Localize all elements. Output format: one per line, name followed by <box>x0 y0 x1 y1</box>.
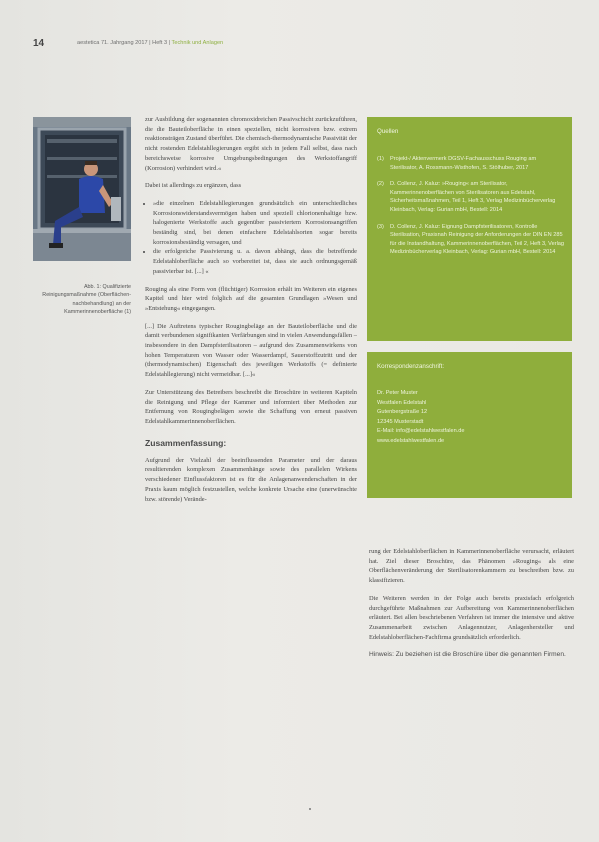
reference-number: (1) <box>377 156 384 162</box>
reference-item <box>377 223 565 257</box>
reference-text: D. Collenz, J. Kaluz: Eignung Dampfsterilisatoren, Kontrolle Sterilisation, Praxisnah Reinigung der Anforderungen der DIN EN 285 für die Instandhaltung, Kammerinnenoberflächen, Teil 2, Heft 3, Verlag Medizinbücherverlag Kleinbach, Verlag: Gurian mbH, Bestell: 2014 <box>390 223 565 256</box>
body-paragraph: Die Weiteren werden in der Folge auch bereits praxisfach erfolgreich durchgeführte Maßnahmen zur Aufbereitung von Kammerinnenoberflächen erläutert. Bei allen beschriebenen Verfahren ist immer die intensive und aktive Zusammenarbeit zwischen Anlagennutzer, Anlagenhersteller und Edelstahloberflächen-Fachfirma grundsätzlich erforderlich. <box>369 594 574 641</box>
reference-text: D. Collenz, J. Kaluz: »Rouging« am Sterilisator, Kammerinnenoberflächen von Sterilisatoren aus Edelstahl, Sicherheitsmaßnahmen, Teil 1, Heft 3, Verlag Medizinbücherverlag Kleinbach, Verlag: Gurian mbH, Bestell: 2014 <box>390 181 556 213</box>
article-column-right <box>369 547 574 668</box>
running-title: aestetica 71. Jahrgang 2017 | Heft 3 | <box>77 40 171 46</box>
body-paragraph: Dabei ist allerdings zu ergänzen, dass <box>145 182 242 190</box>
reference-text: Projekt-/ Aktenvermerk DGSV-Fachausschuss Rouging am Sterilisator, A. Rossmann-Wisthofen, S. Stölhuber, 2017 <box>390 156 537 171</box>
page-number: 14 <box>33 38 45 49</box>
body-paragraph: Zur Unterstützung des Betreibers beschreibt die Broschüre in weiteren Kapiteln die Reinigung und Pflege der Kammer und informiert über Methoden zur Entfernung von Rougingbelägen sowie die Schaffung von erneut passiven Edelstahlkammerinnenoberflächen. <box>145 388 357 425</box>
running-header <box>77 40 223 46</box>
contact-line: Dr. Peter Muster <box>377 390 418 396</box>
photo-illustration <box>33 117 131 261</box>
references-box <box>367 117 572 341</box>
body-paragraph: Rouging als eine Form von (flüchtiger) Korrosion erhält im Weiteren ein eigenes Kapitel und hier wird folglich auf die gesamten Grundlagen »Wesen und »Entstehung« eingegangen. <box>145 285 357 312</box>
bullet-list <box>145 199 357 277</box>
contact-email: E-Mail: info@edelstahlwestfalen.de <box>377 428 465 435</box>
contact-line: 12345 Musterstadt <box>377 418 424 425</box>
contact-line: Westfalen Edelstahl <box>377 399 427 406</box>
page-marker-dot <box>309 808 311 810</box>
bullet-item: • »die einzelnen Edelstahllegierungen grundsätzlich ein unterschiedliches Korrosionswiderstandsvermögen haben und speziell chlorionenhaltige bzw. halogenierte Werkstoffe auch gegenüber passiviertem Korrosionsangriffen beständig sind, bei denen einfachere Edelstahlsorten sogar bereits korrosionsbeständig versagen, und <box>153 199 357 248</box>
article-column-left <box>145 115 357 512</box>
body-paragraph: zur Ausbildung der sogenannten chromoxidreichen Passivschicht zurückzuführen, die die Bauteiloberfläche in einen speziellen, nicht korrosiven bzw. extrem reaktionsträgen Zustand überführt. Die chemisch-thermodynamische Passivität der nicht rostenden Edelstahllegierungen ergibt sich in jedem Fall selbst, dass nach bereichsweise korrosive Umgebungsbedingungen des Werkstoffangriff (Korrosion) verhindert wird.« <box>145 116 357 172</box>
contact-address <box>377 389 565 447</box>
reference-item <box>377 155 565 172</box>
running-section: Technik und Anlagen <box>171 40 224 46</box>
contact-line: Gutenbergstraße 12 <box>377 409 428 416</box>
reference-number: (2) <box>377 181 384 188</box>
figure-photo <box>33 117 131 261</box>
hint-note: Hinweis: Zu beziehen ist die Broschüre über die genannten Firmen. <box>369 651 566 659</box>
references-title: Quellen <box>377 128 399 135</box>
body-paragraph: rung der Edelstahloberflächen in Kammerinnenoberfläche verursacht, erläutert hat. Ziel dieser Broschüre, das Phänomen »Rouging« als eine Oberflächenveränderung der Sterilisatorenkammern zu beschreiben bzw. zu klassifizieren. <box>369 548 574 585</box>
reference-number: (3) <box>377 223 384 230</box>
bullet-item: • die erfolgreiche Passivierung u. a. davon abhängt, dass die betreffende Edelstahloberfläche auch so vorbereitet ist, dass sie auch ordnungsgemäß passivierbar ist. [...] « <box>153 247 357 276</box>
body-paragraph: Aufgrund der Vielzahl der beeinflussenden Parameter und der daraus resultierenden komplexen Zusammenhänge sowie des parallelen Wirkens verschiedener Einflussfaktoren ist es für die Anlagenanwenderschaften in der Praxis kaum möglich festzustellen, welche konkrete Ursache eine (unerwünschte bzw. störende) Verände- <box>145 456 357 503</box>
contact-box <box>367 352 572 498</box>
reference-item <box>377 180 565 214</box>
figure-caption: Abb. 1: Qualifizierte Reinigungsmaßnahme (Oberflächen-nachbehandlung) an der Kammerinnenoberfläche (1) <box>42 284 131 316</box>
contact-title: Korrespondenzanschrift: <box>377 363 445 370</box>
references-list <box>377 155 565 265</box>
contact-website: www.edelstahlwestfalen.de <box>377 437 445 444</box>
body-paragraph: [...] Die Auftretens typischer Rougingbeläge an der Bauteiloberfläche und die damit verbundenen signifikanten Verfärbungen sind in vielen Anwendungsfällen – insbesondere in den Dampfsterilisatoren – aufgrund des Zusammenwirkens von hohen Temperaturen von Wasser oder Wasserdampf, Sauerstoffzutritt und der (thermodynamischen) Eigenschaft des jeweiligen Werkstoffs (= definierte Edelstahllegierung) nicht vermeidbar. [...]« <box>145 322 357 379</box>
summary-heading: Zusammenfassung: <box>145 437 227 448</box>
